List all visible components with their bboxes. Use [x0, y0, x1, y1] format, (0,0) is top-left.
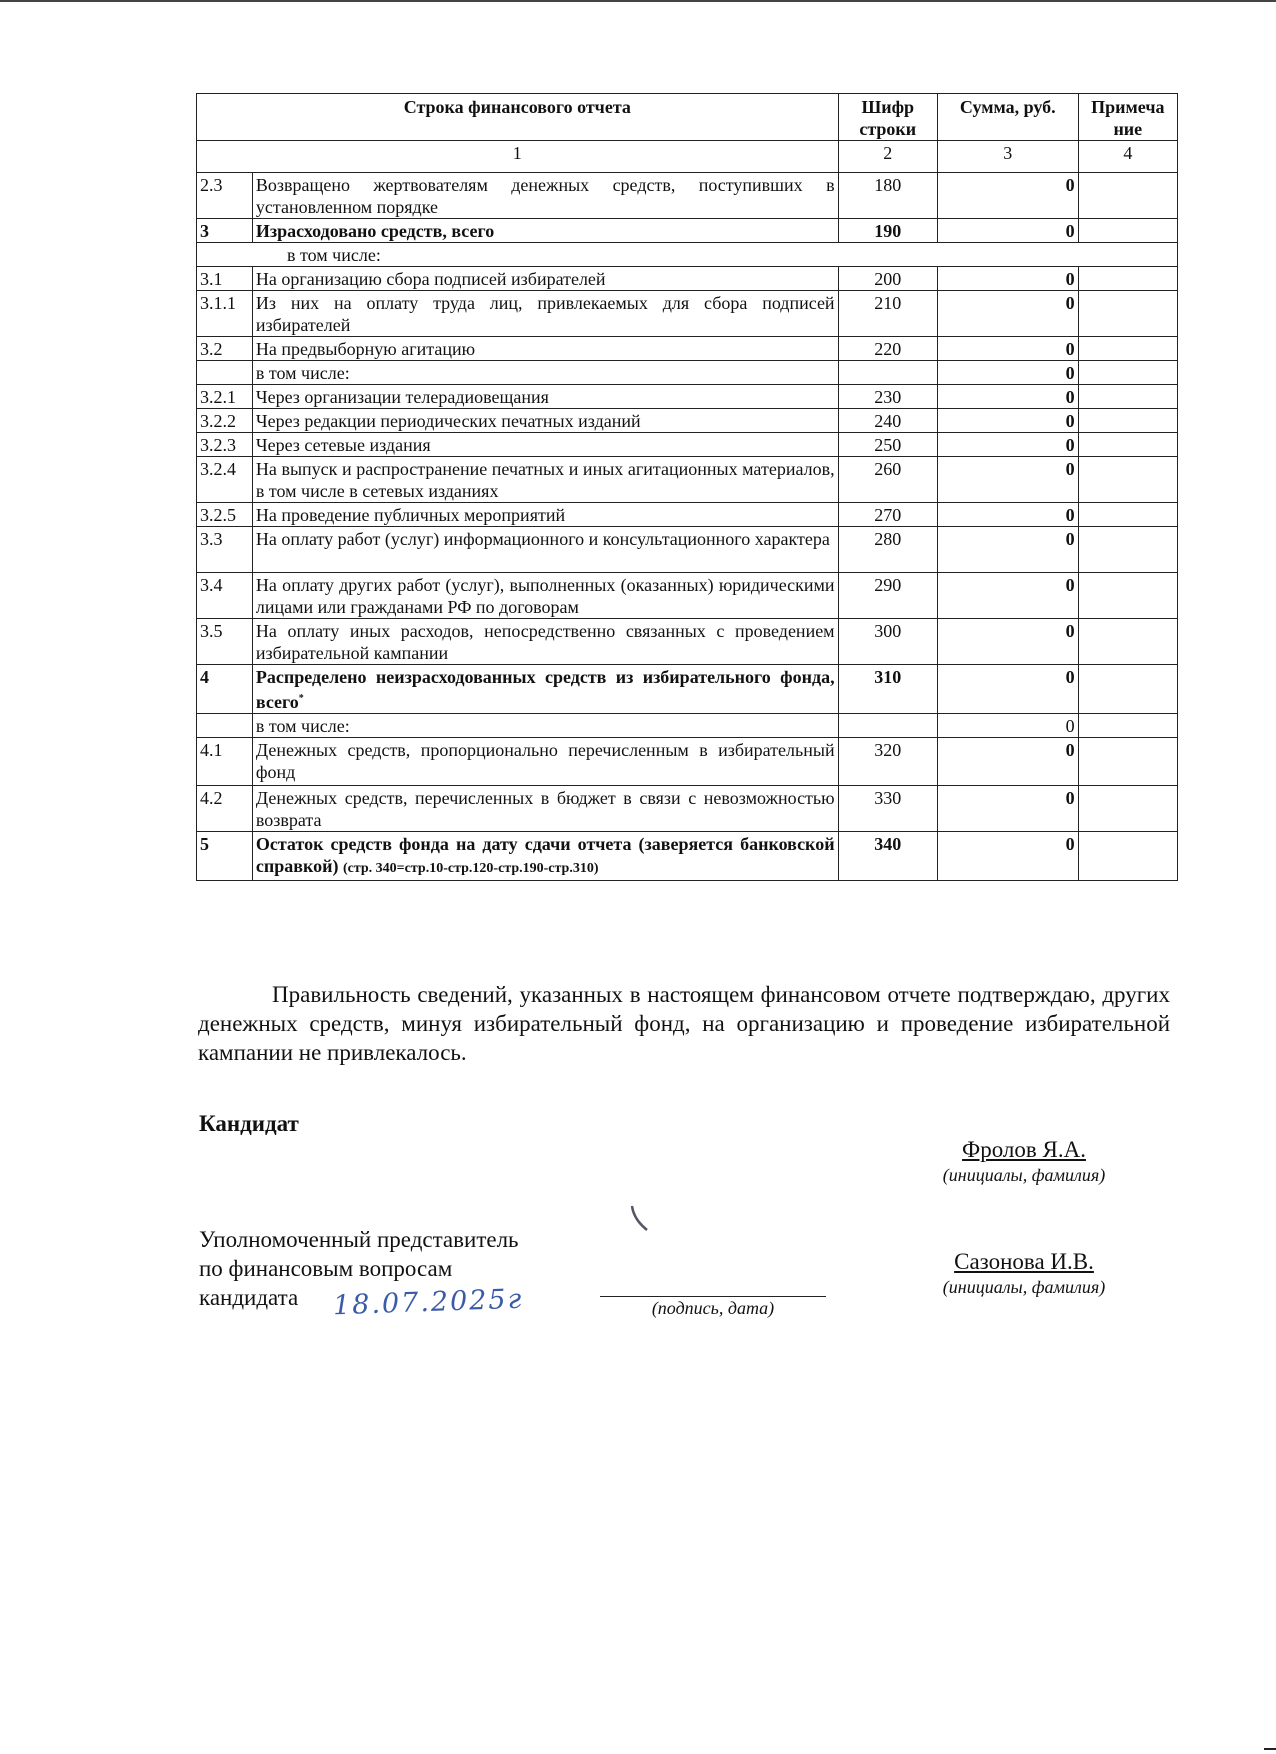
row-text: в том числе:	[252, 361, 838, 385]
row-text: Из них на оплату труда лиц, привлекаемых для сбора подписей избирателей	[252, 291, 838, 337]
row-code: 3.2	[197, 337, 253, 361]
row-text: Денежных средств, перечисленных в бюджет в связи с невозможностью возврата	[252, 786, 838, 832]
representative-label-line: кандидата	[199, 1285, 299, 1310]
table-row	[197, 361, 1178, 385]
column-number: 1	[197, 141, 839, 173]
row-sum: 0	[937, 832, 1078, 881]
row-code: 3.2.5	[197, 503, 253, 527]
row-cipher: 300	[838, 619, 937, 665]
row-text-content: Остаток средств фонда на дату сдачи отчета (заверяется банковской справкой)	[255, 834, 835, 876]
table-row	[197, 457, 1178, 503]
pen-mark-icon	[629, 1204, 653, 1234]
header-report-line: Строка финансового отчета	[197, 94, 839, 141]
row-note	[1078, 173, 1177, 219]
row-text	[252, 665, 838, 714]
row-sum: 0	[937, 503, 1078, 527]
table-row	[197, 337, 1178, 361]
row-code: 3.1	[197, 267, 253, 291]
row-note	[1078, 714, 1177, 738]
column-number: 3	[937, 141, 1078, 173]
row-text: На оплату работ (услуг) информационного и консультационного характера	[252, 527, 838, 573]
table-row	[197, 409, 1178, 433]
table-row	[197, 714, 1178, 738]
table-row	[197, 433, 1178, 457]
row-text: в том числе:	[197, 243, 1178, 267]
table-row	[197, 527, 1178, 573]
row-code: 3.2.4	[197, 457, 253, 503]
row-code: 3.2.3	[197, 433, 253, 457]
row-sum: 0	[937, 527, 1078, 573]
row-sum: 0	[937, 291, 1078, 337]
row-sum: 0	[937, 409, 1078, 433]
table-row	[197, 267, 1178, 291]
row-sum: 0	[937, 573, 1078, 619]
row-text: На организацию сбора подписей избирателей	[252, 267, 838, 291]
row-cipher: 330	[838, 786, 937, 832]
table-row	[197, 786, 1178, 832]
row-note	[1078, 619, 1177, 665]
row-code: 2.3	[197, 173, 253, 219]
row-cipher: 240	[838, 409, 937, 433]
row-text: Денежных средств, пропорционально перечисленным в избирательный фонд	[252, 738, 838, 786]
row-code: 3.1.1	[197, 291, 253, 337]
row-note	[1078, 503, 1177, 527]
table-row	[197, 385, 1178, 409]
signature-line	[600, 1296, 826, 1297]
row-sum: 0	[937, 173, 1078, 219]
row-cipher: 270	[838, 503, 937, 527]
row-note	[1078, 409, 1177, 433]
row-sum: 0	[937, 457, 1078, 503]
row-text: Возвращено жертвователям денежных средств, поступивших в установленном порядке	[252, 173, 838, 219]
row-code: 3.3	[197, 527, 253, 573]
row-text: На предвыборную агитацию	[252, 337, 838, 361]
row-cipher: 280	[838, 527, 937, 573]
table-row	[197, 243, 1178, 267]
row-note	[1078, 385, 1177, 409]
row-code	[197, 714, 253, 738]
candidate-signature-block	[924, 1137, 1124, 1186]
row-text	[252, 832, 838, 881]
row-text: На оплату иных расходов, непосредственно связанных с проведением избирательной кампании	[252, 619, 838, 665]
row-cipher	[838, 361, 937, 385]
row-cipher: 190	[838, 219, 937, 243]
table-header-row	[197, 94, 1178, 141]
row-cipher: 250	[838, 433, 937, 457]
row-text: в том числе:	[252, 714, 838, 738]
row-sum: 0	[937, 619, 1078, 665]
row-note	[1078, 786, 1177, 832]
row-text: Через редакции периодических печатных изданий	[252, 409, 838, 433]
row-cipher	[838, 714, 937, 738]
row-note	[1078, 665, 1177, 714]
header-sum: Сумма, руб.	[937, 94, 1078, 141]
row-sum: 0	[937, 219, 1078, 243]
row-sum: 0	[937, 738, 1078, 786]
table-row	[197, 738, 1178, 786]
table-row	[197, 573, 1178, 619]
scan-edge-mark	[1264, 1748, 1276, 1750]
table-row	[197, 219, 1178, 243]
row-cipher: 310	[838, 665, 937, 714]
candidate-name-caption: (инициалы, фамилия)	[942, 1165, 1106, 1185]
row-note	[1078, 291, 1177, 337]
table-row	[197, 503, 1178, 527]
row-cipher: 320	[838, 738, 937, 786]
row-cipher: 200	[838, 267, 937, 291]
scan-edge-line	[0, 0, 1276, 2]
table-row	[197, 832, 1178, 881]
row-code: 3.2.2	[197, 409, 253, 433]
row-sum: 0	[937, 665, 1078, 714]
header-note: Примеча ние	[1078, 94, 1177, 141]
row-formula: (стр. 340=стр.10-стр.120-стр.190-стр.310)	[342, 861, 599, 876]
row-note	[1078, 573, 1177, 619]
row-code	[197, 361, 253, 385]
row-code: 3.5	[197, 619, 253, 665]
row-sum: 0	[937, 433, 1078, 457]
confirmation-text: Правильность сведений, указанных в настоящем финансовом отчете подтверждаю, других денежных средств, минуя избирательный фонд, на организацию и проведение избирательной кампании не привлекалось.	[198, 982, 1170, 1065]
table-row	[197, 291, 1178, 337]
row-code: 5	[197, 832, 253, 881]
financial-report-table	[196, 93, 1178, 881]
representative-name-caption: (инициалы, фамилия)	[942, 1277, 1106, 1297]
representative-label-line: по финансовым вопросам	[199, 1256, 453, 1281]
candidate-name: Фролов Я.А.	[962, 1137, 1086, 1162]
row-code: 3.4	[197, 573, 253, 619]
table-row	[197, 665, 1178, 714]
row-cipher: 230	[838, 385, 937, 409]
row-code: 4.2	[197, 786, 253, 832]
signature-caption: (подпись, дата)	[651, 1298, 775, 1318]
row-sum: 0	[937, 714, 1078, 738]
row-code: 3.2.1	[197, 385, 253, 409]
header-cipher: Шифр строки	[838, 94, 937, 141]
confirmation-paragraph	[198, 980, 1170, 1067]
row-text: На оплату других работ (услуг), выполненных (оказанных) юридическими лицами или гражданами РФ по договорам	[252, 573, 838, 619]
row-note	[1078, 337, 1177, 361]
row-note	[1078, 361, 1177, 385]
row-note	[1078, 457, 1177, 503]
table-row	[197, 619, 1178, 665]
row-note	[1078, 219, 1177, 243]
row-text: На проведение публичных мероприятий	[252, 503, 838, 527]
row-note	[1078, 738, 1177, 786]
candidate-label: Кандидат	[199, 1111, 299, 1136]
row-sum: 0	[937, 267, 1078, 291]
row-code: 4.1	[197, 738, 253, 786]
row-cipher: 210	[838, 291, 937, 337]
row-text: Израсходовано средств, всего	[252, 219, 838, 243]
footnote-mark: *	[298, 693, 304, 704]
row-note	[1078, 527, 1177, 573]
row-sum: 0	[937, 361, 1078, 385]
row-cipher: 180	[838, 173, 937, 219]
row-text: Через организации телерадиовещания	[252, 385, 838, 409]
row-code: 3	[197, 219, 253, 243]
row-text: На выпуск и распространение печатных и иных агитационных материалов, в том числе в сетевых изданиях	[252, 457, 838, 503]
row-note	[1078, 832, 1177, 881]
column-number: 4	[1078, 141, 1177, 173]
row-sum: 0	[937, 786, 1078, 832]
row-text-content: Распределено неизрасходованных средств из избирательного фонда, всего	[255, 667, 835, 712]
table-row	[197, 173, 1178, 219]
row-note	[1078, 267, 1177, 291]
row-cipher: 260	[838, 457, 937, 503]
row-cipher: 340	[838, 832, 937, 881]
representative-label-line: Уполномоченный представитель	[199, 1227, 519, 1252]
handwritten-date: 18.07.2025г	[332, 1283, 524, 1322]
representative-signature-block	[924, 1249, 1124, 1298]
column-numbering-row	[197, 141, 1178, 173]
row-sum: 0	[937, 337, 1078, 361]
representative-name: Сазонова И.В.	[954, 1249, 1094, 1274]
row-code: 4	[197, 665, 253, 714]
row-note	[1078, 433, 1177, 457]
column-number: 2	[838, 141, 937, 173]
row-cipher: 220	[838, 337, 937, 361]
row-sum: 0	[937, 385, 1078, 409]
row-text: Через сетевые издания	[252, 433, 838, 457]
row-cipher: 290	[838, 573, 937, 619]
